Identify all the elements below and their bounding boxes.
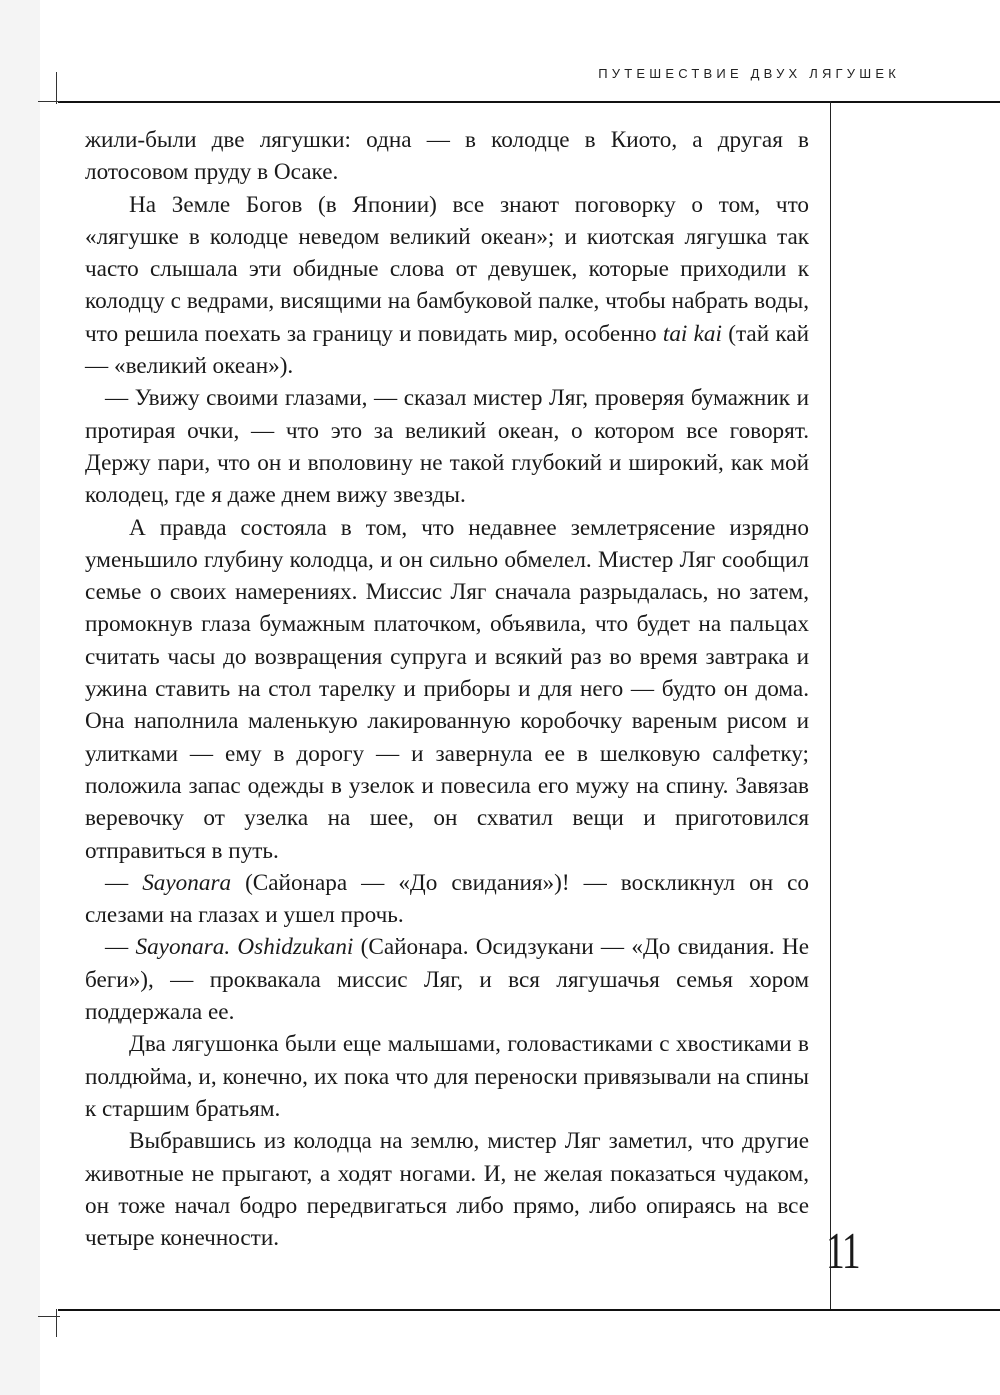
dialogue-paragraph: [85, 931, 809, 1028]
crop-mark-bottom-left-horizontal: [38, 1316, 60, 1317]
crop-mark-bottom-left-vertical: [56, 1309, 57, 1337]
body-text: [85, 124, 809, 1254]
running-head-title: ПУТЕШЕСТВИЕ ДВУХ ЛЯГУШЕК: [598, 66, 900, 81]
paragraph-text: (тай кай — «великий океан»).: [85, 320, 809, 380]
dialogue-paragraph: [85, 867, 809, 932]
paragraph-text: —: [105, 869, 143, 896]
page-edge-shadow: [0, 0, 40, 1395]
dialogue-paragraph: — Увижу своими глазами, — сказал мистер Ляг, проверяя бумажник и протирая очки, — что это за великий океан, о котором все говорят. Держу пари, что он и вполовину не такой глубокий и широкий, как мой колодец, где я даже днем вижу звезды.: [85, 385, 809, 509]
italic-term: Sayonara: [142, 869, 232, 896]
page-number: 11: [826, 1223, 860, 1280]
paragraph-text: —: [105, 934, 136, 961]
paragraph: Выбравшись из колодца на землю, мистер Ляг заметил, что другие животные не прыгают, а ходят ногами. И, не желая показаться чудаком, он тоже начал бодро передвигаться либо прямо, либо опираясь на все четыре конечности.: [85, 1128, 809, 1252]
paragraph-text: (Сайонара — «До свидания»)! — воскликнул он со слезами на глазах и ушел прочь.: [85, 869, 809, 929]
top-rule: [58, 101, 1000, 103]
crop-mark-top-left-vertical: [56, 72, 57, 104]
paragraph-text: На Земле Богов (в Японии) все знают поговорку о том, что «лягушке в колодце неведом великий океан»; и киотская лягушка так часто слышала эти обидные слова от девушек, которые приходили к колодцу с ведрами, висящими на бамбуковой палке, чтобы набрать воды, что решила поехать за границу и повидать мир, особенно: [85, 191, 809, 347]
paragraph: Два лягушонка были еще малышами, головастиками с хвостиками в полдюйма, и, конечно, их пока что для переноски привязывали на спины к старшим братьям.: [85, 1031, 809, 1122]
bottom-rule: [58, 1309, 1000, 1311]
italic-term: Sayonara. Oshidzukani: [135, 934, 354, 961]
paragraph-text: (Сайонара. Осидзукани — «До свидания. Не беги»), — проквакала миссис Ляг, и вся лягушачья семья хором поддержала ее.: [85, 934, 809, 1026]
paragraph: [85, 189, 809, 383]
italic-term: tai kai: [662, 320, 722, 347]
paragraph: А правда состояла в том, что недавнее землетрясение изрядно уменьшило глубину колодца, и он сильно обмелел. Мистер Ляг сообщил семье о своих намерениях. Миссис Ляг сначала разрыдалась, но затем, промокнув глаза бумажным платочком, объявила, что будет на пальцах считать часы до возвращения супруга и всякий раз во время завтрака и ужина ставить на стол тарелку и приборы и для него — будто он дома. Она наполнила маленькую лакированную коробочку вареным рисом и улитками — ему в дорогу — и завернула ее в шелковую салфетку; положила запас одежды в узелок и повесила его мужу на спину. Завязав веревочку от узелка на шее, он схватил вещи и приготовился отправиться в путь.: [85, 514, 809, 864]
right-margin-rule: [830, 101, 831, 1311]
crop-mark-top-left-horizontal: [38, 101, 60, 102]
paragraph: жили-были две лягушки: одна — в колодце в Киото, а другая в лотосовом пруду в Осаке.: [85, 127, 809, 186]
